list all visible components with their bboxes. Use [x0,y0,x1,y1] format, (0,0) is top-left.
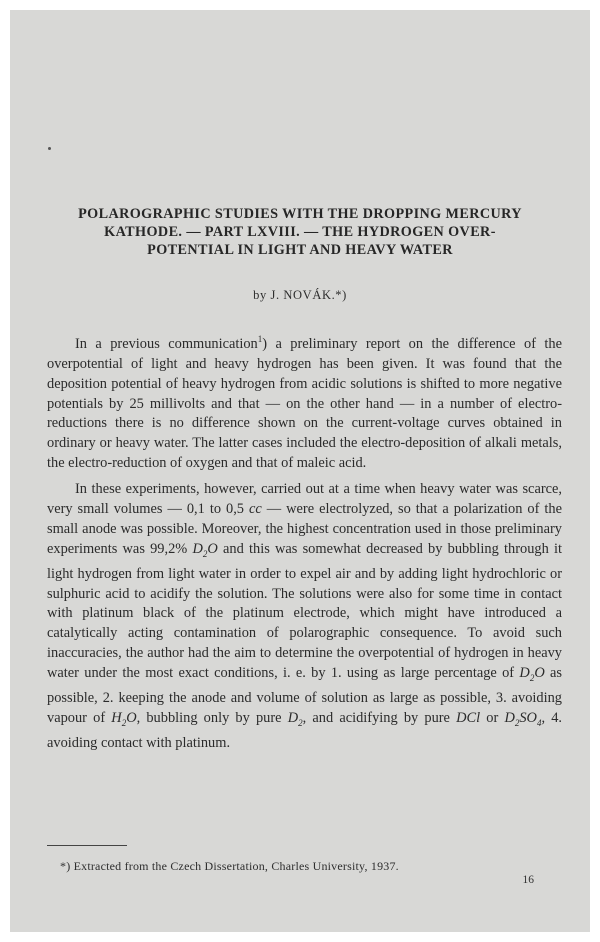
author-line: by J. NOVÁK.*) [253,288,347,302]
formula-dcl: DCl [456,709,481,726]
paper-page [10,10,590,932]
paragraph-1: In a previous communication$^1$) a preliminary report on the difference of the overpotential of light and heavy hydrogen has been given. It was found that the deposition potential of heavy hydrogen from acidic solutions is shifted to more negative potentials by 25 millivolts and that — on the other hand — in a number of electro-reductions there is no difference shown on the current-voltage curves obtained in ordinary or heavy water. The latter cases included the electro-deposition of alkali metals, the electro-reduction of oxygen and that of maleic acid. [47,334,562,472]
paragraph-2: In these experiments, however, carried out at a time when heavy water was scarce, very small volumes — 0,1 to 0,5 cc — were electrolyzed, so that a polarization of the small anode was possible. Moreover, the highest concentration used in those preliminary experiments was 99,2% $D_2O$ and this was somewhat decreased by bubbling through it light hydrogen from light water in order to expel air and by adding light hydrochloric or sulphuric acid to acidify the solution. The solutions were also for some time in contact with platinum black of the platinum electrode, which might have introduced a catalytically acting contamination of polarographic consequence. To avoid such inaccuracies, the author had the aim to determine the overpotential of hydrogen in heavy water under the most exact conditions, i. e. by 1. using as large percentage of $D_2O$ as possible, 2. keeping the anode and volume of solution as large as possible, 3. avoiding vapour of $H_2O$, bubbling only by pure $D_2$, and acidifying by pure DCl or $D_2SO_4$, 4. avoiding contact with platinum. [47,481,563,751]
ink-speck [48,147,51,150]
article-body [47,330,562,754]
title-line-2: KATHODE. — PART LXVIII. — THE HYDROGEN OVER- [104,224,496,240]
article-title [40,205,560,259]
title-line-3: POTENTIAL IN LIGHT AND HEAVY WATER [147,242,453,258]
footnote-rule [47,845,127,846]
formula-d2: $D_2$ [287,709,303,728]
title-line-1: POLAROGRAPHIC STUDIES WITH THE DROPPING MERCURY [78,206,522,222]
page-number: 16 [522,874,534,886]
formula-h2o: $H_2O$ [111,709,137,728]
footnote: *) Extracted from the Czech Dissertation, Charles University, 1937. [60,859,399,873]
formula-d2o: $D_2O$ [192,540,218,559]
formula-d2o: $D_2O$ [519,665,545,684]
reference-marker: 1 [257,334,263,344]
formula-d2so4: $D_2SO_4$ [504,709,542,728]
